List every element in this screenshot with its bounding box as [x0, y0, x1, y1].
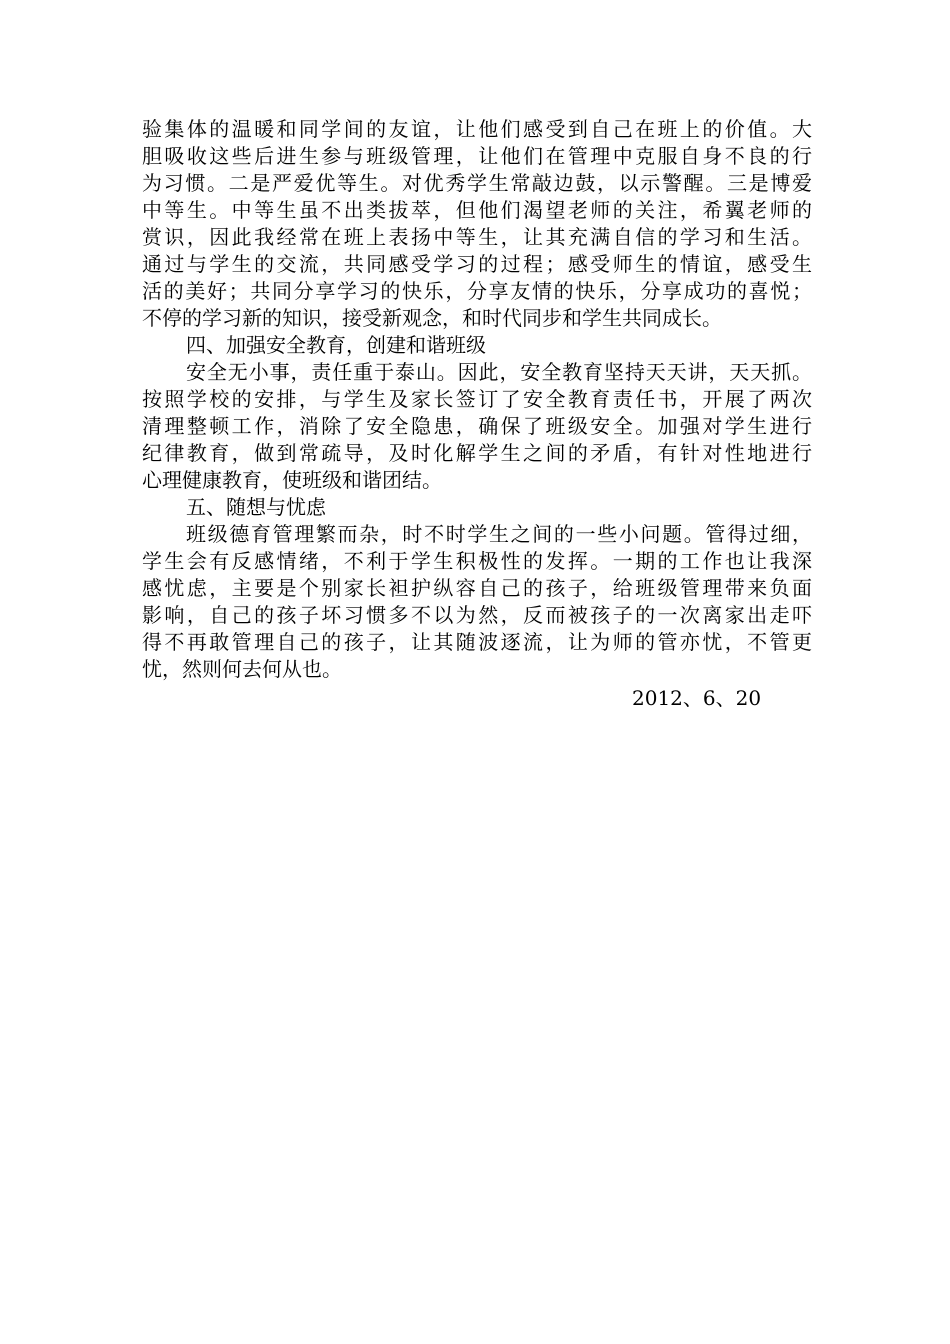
- paragraph-continuation: [142, 116, 812, 332]
- document-date: 2012、6、20: [632, 686, 762, 710]
- text-line: 验集体的温暖和同学间的友谊，让他们感受到自己在班上的价值。大: [142, 117, 812, 141]
- text-line: 不停的学习新的知识，接受新观念，和时代同步和学生共同成长。: [142, 306, 722, 330]
- text-line: 班级德育管理繁而杂，时不时学生之间的一些小问题。管得过细，: [186, 522, 812, 546]
- paragraph-safety: [142, 359, 812, 494]
- text-line: 按照学校的安排，与学生及家长签订了安全教育责任书，开展了两次: [142, 387, 812, 411]
- text-line: 为习惯。二是严爱优等生。对优秀学生常敲边鼓，以示警醒。三是博爱: [142, 171, 812, 195]
- text-line: 得不再敢管理自己的孩子，让其随波逐流，让为师的管亦忧，不管更: [142, 630, 812, 654]
- text-line: 影响，自己的孩子坏习惯多不以为然，反而被孩子的一次离家出走吓: [142, 603, 812, 627]
- section-heading-reflections: 五、随想与忧虑: [186, 495, 326, 519]
- text-line: 学生会有反感情绪，不利于学生积极性的发挥。一期的工作也让我深: [142, 549, 812, 573]
- text-line: 活的美好；共同分享学习的快乐，分享友情的快乐，分享成功的喜悦；: [142, 279, 812, 303]
- text-line: 通过与学生的交流，共同感受学习的过程；感受师生的情谊，感受生: [142, 252, 812, 276]
- text-line: 中等生。中等生虽不出类拔萃，但他们渴望老师的关注，希翼老师的: [142, 198, 812, 222]
- text-line: 感忧虑，主要是个别家长袒护纵容自己的孩子，给班级管理带来负面: [142, 576, 812, 600]
- text-line: 胆吸收这些后进生参与班级管理，让他们在管理中克服自身不良的行: [142, 144, 812, 168]
- text-line: 忧，然则何去何从也。: [142, 657, 342, 681]
- text-line: 安全无小事，责任重于泰山。因此，安全教育坚持天天讲，天天抓。: [186, 360, 812, 384]
- text-line: 心理健康教育，使班级和谐团结。: [142, 468, 442, 492]
- text-line: 赏识，因此我经常在班上表扬中等生，让其充满自信的学习和生活。: [142, 225, 812, 249]
- section-heading-safety: 四、加强安全教育，创建和谐班级: [186, 333, 486, 357]
- document-page: [142, 116, 812, 712]
- text-line: 纪律教育，做到常疏导，及时化解学生之间的矛盾，有针对性地进行: [142, 441, 812, 465]
- paragraph-reflections: [142, 521, 812, 683]
- text-line: 清理整顿工作，消除了安全隐患，确保了班级安全。加强对学生进行: [142, 414, 812, 438]
